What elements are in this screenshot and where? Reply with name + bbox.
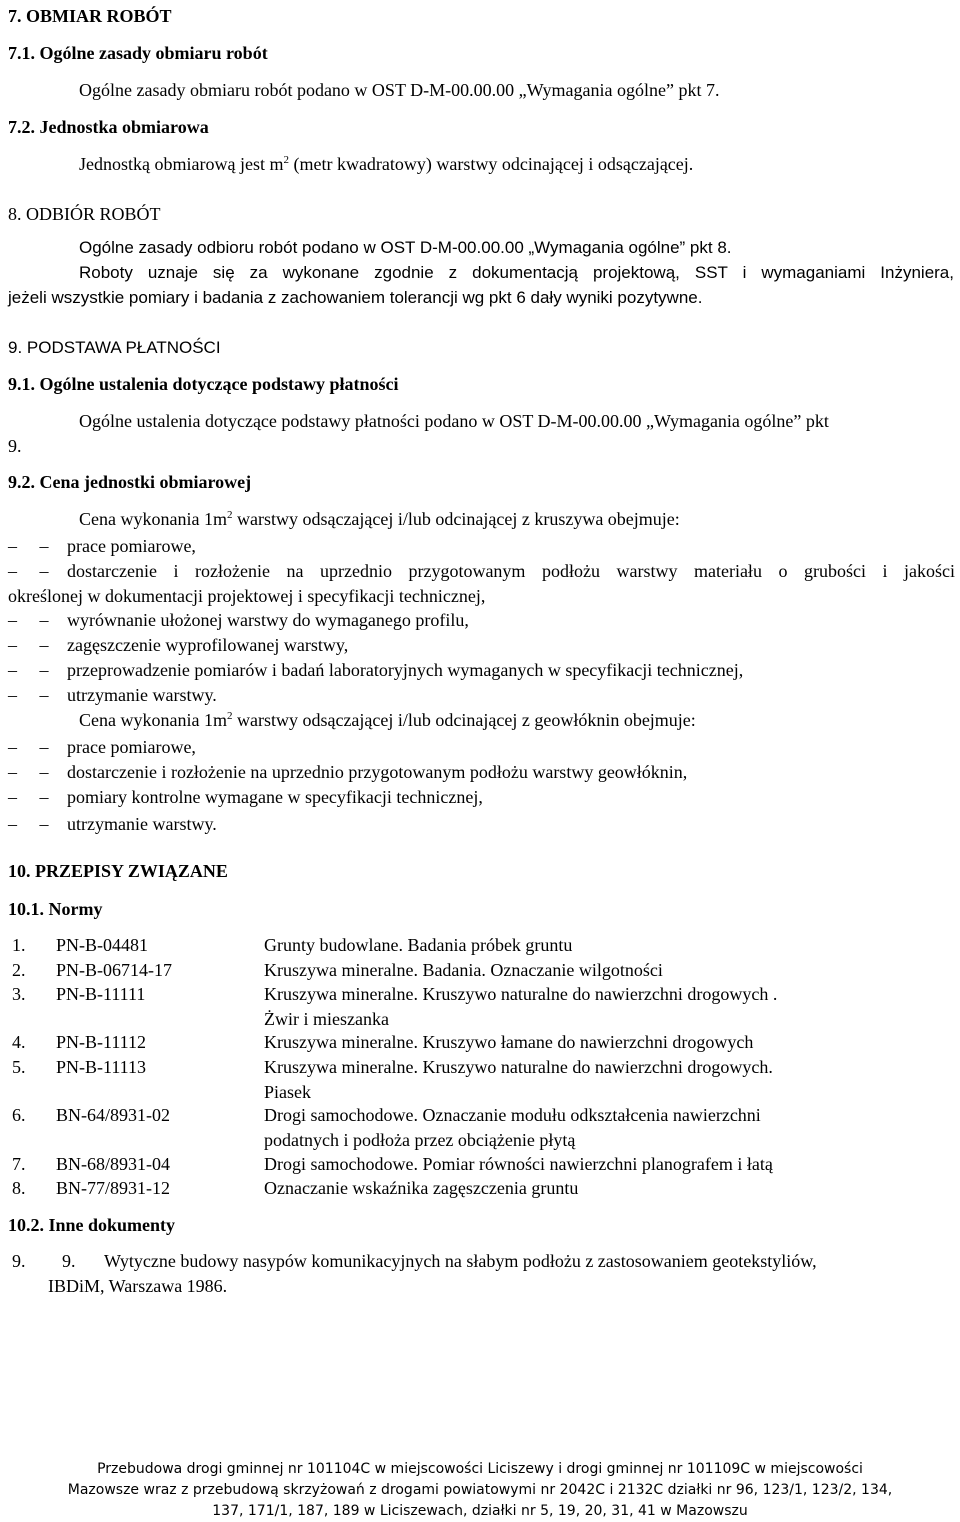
list-bullet: – – — [8, 561, 49, 581]
section-9-2-title: 9.2. Cena jednostki obmiarowej — [8, 472, 252, 492]
norm-description: Kruszywa mineralne. Badania. Oznaczanie wilgotności — [264, 960, 663, 980]
document-text: Wytyczne budowy nasypów komunikacyjnych na słabym podłożu z zastosowaniem geotekstyliów, — [104, 1251, 817, 1271]
norm-description: Kruszywa mineralne. Kruszywo naturalne do nawierzchni drogowych. — [264, 1057, 773, 1077]
footer-line-2: Mazowsze wraz z przebudową skrzyżowań z drogami powiatowymi nr 2042C i 2132C działki nr 96, 123/1, 123/2, 134, — [67, 1482, 893, 1498]
list-item: dostarczenie i rozłożenie na uprzednio przygotowanym podłożu warstwy materiału o grubości i jakości — [67, 561, 955, 581]
list-bullet: – – — [8, 762, 49, 782]
norm-code: BN-77/8931-12 — [56, 1178, 170, 1198]
list-bullet: – – — [8, 814, 49, 834]
list-item: pomiary kontrolne wymagane w specyfikacji technicznej, — [67, 787, 483, 807]
norm-code: PN-B-04481 — [56, 935, 149, 955]
section-8-text-2: Roboty uznaje się za wykonane zgodnie z dokumentacją projektową, SST i wymaganiami Inżyniera, — [79, 263, 954, 282]
footer-line-1: Przebudowa drogi gminnej nr 101104C w miejscowości Liciszewy i drogi gminnej nr 101109C w miejscowości — [97, 1461, 863, 1477]
document-number: 9. — [62, 1251, 76, 1271]
section-8-text-3: jeżeli wszystkie pomiary i badania z zachowaniem tolerancji wg pkt 6 dały wyniki pozytywne. — [8, 288, 703, 307]
price-intro-aggregate: Cena wykonania $1m^2$ warstwy odsączającej i/lub odcinającej z kruszywa obejmuje: — [79, 509, 680, 529]
list-item: zagęszczenie wyprofilowanej warstwy, — [67, 635, 349, 655]
norm-code: PN-B-11113 — [56, 1057, 146, 1077]
list-bullet: – – — [8, 536, 49, 556]
section-10-2-title: 10.2. Inne dokumenty — [8, 1215, 176, 1235]
footer-line-3: 137, 171/1, 187, 189 w Liciszewach, działki nr 5, 19, 20, 31, 41 w Mazowszu — [212, 1503, 748, 1519]
norm-description: Kruszywa mineralne. Kruszywo naturalne do nawierzchni drogowych . — [264, 984, 778, 1004]
list-bullet: – – — [8, 685, 49, 705]
section-10-title: 10. PRZEPISY ZWIĄZANE — [8, 861, 228, 881]
list-bullet: – – — [8, 737, 49, 757]
list-bullet: – – — [8, 787, 49, 807]
section-9-title: 9. PODSTAWA PŁATNOŚCI — [8, 338, 221, 357]
document-text-cont: IBDiM, Warszawa 1986. — [48, 1276, 228, 1296]
norm-number: 5. — [12, 1057, 26, 1077]
list-item: utrzymanie warstwy. — [67, 814, 217, 834]
norm-code: PN-B-11112 — [56, 1032, 146, 1052]
section-7-title: 7. OBMIAR ROBÓT — [8, 6, 172, 26]
norm-description-cont: Piasek — [264, 1082, 311, 1102]
list-item: przeprowadzenie pomiarów i badań laboratoryjnych wymaganych w specyfikacji technicznej, — [67, 660, 744, 680]
section-9-1-text-cont: 9. — [8, 436, 22, 456]
norm-description-cont: Żwir i mieszanka — [264, 1009, 389, 1029]
norm-number: 4. — [12, 1032, 26, 1052]
norm-description: Oznaczanie wskaźnika zagęszczenia gruntu — [264, 1178, 579, 1198]
norm-code: BN-64/8931-02 — [56, 1105, 170, 1125]
price-intro-geotextile: Cena wykonania $1m^2$ warstwy odsączającej i/lub odcinającej z geowłóknin obejmuje: — [79, 710, 696, 730]
list-item: utrzymanie warstwy. — [67, 685, 217, 705]
norm-number: 2. — [12, 960, 26, 980]
norm-number: 3. — [12, 984, 26, 1004]
section-7-1-text: Ogólne zasady obmiaru robót podano w OST D-M-00.00.00 „Wymagania ogólne” pkt 7. — [79, 80, 720, 100]
section-7-2-title: 7.2. Jednostka obmiarowa — [8, 117, 209, 137]
section-9-1-text: Ogólne ustalenia dotyczące podstawy płatności podano w OST D-M-00.00.00 „Wymagania ogólne” pkt — [79, 411, 829, 431]
norm-code: BN-68/8931-04 — [56, 1154, 170, 1174]
list-item: wyrównanie ułożonej warstwy do wymaganego profilu, — [67, 610, 469, 630]
section-7-2-text: Jednostką obmiarową jest $m^2$ (metr kwadratowy) warstwy odcinającej i odsączającej. — [79, 154, 694, 174]
norm-description-cont: podatnych i podłoża przez obciążenie płytą — [264, 1130, 576, 1150]
norm-description: Grunty budowlane. Badania próbek gruntu — [264, 935, 573, 955]
norm-number: 6. — [12, 1105, 26, 1125]
norm-description: Drogi samochodowe. Pomiar równości nawierzchni planografem i łatą — [264, 1154, 773, 1174]
section-8-title: 8. ODBIÓR ROBÓT — [8, 204, 161, 224]
norm-code: PN-B-06714-17 — [56, 960, 172, 980]
list-item: prace pomiarowe, — [67, 536, 196, 556]
norm-description: Kruszywa mineralne. Kruszywo łamane do nawierzchni drogowych — [264, 1032, 754, 1052]
norm-number: 1. — [12, 935, 26, 955]
section-8-text-1: Ogólne zasady odbioru robót podano w OST D-M-00.00.00 „Wymagania ogólne” pkt 8. — [79, 238, 732, 257]
list-item-cont: określonej w dokumentacji projektowej i specyfikacji technicznej, — [8, 586, 486, 606]
norm-number: 8. — [12, 1178, 26, 1198]
section-7-1-title: 7.1. Ogólne zasady obmiaru robót — [8, 43, 268, 63]
document-number: 9. — [12, 1251, 26, 1271]
norm-number: 7. — [12, 1154, 26, 1174]
norm-code: PN-B-11111 — [56, 984, 146, 1004]
section-9-1-title: 9.1. Ogólne ustalenia dotyczące podstawy płatności — [8, 374, 399, 394]
norm-description: Drogi samochodowe. Oznaczanie modułu odkształcenia nawierzchni — [264, 1105, 761, 1125]
list-item: dostarczenie i rozłożenie na uprzednio przygotowanym podłożu warstwy geowłóknin, — [67, 762, 688, 782]
list-item: prace pomiarowe, — [67, 737, 196, 757]
section-10-1-title: 10.1. Normy — [8, 899, 103, 919]
list-bullet: – – — [8, 635, 49, 655]
list-bullet: – – — [8, 610, 49, 630]
list-bullet: – – — [8, 660, 49, 680]
